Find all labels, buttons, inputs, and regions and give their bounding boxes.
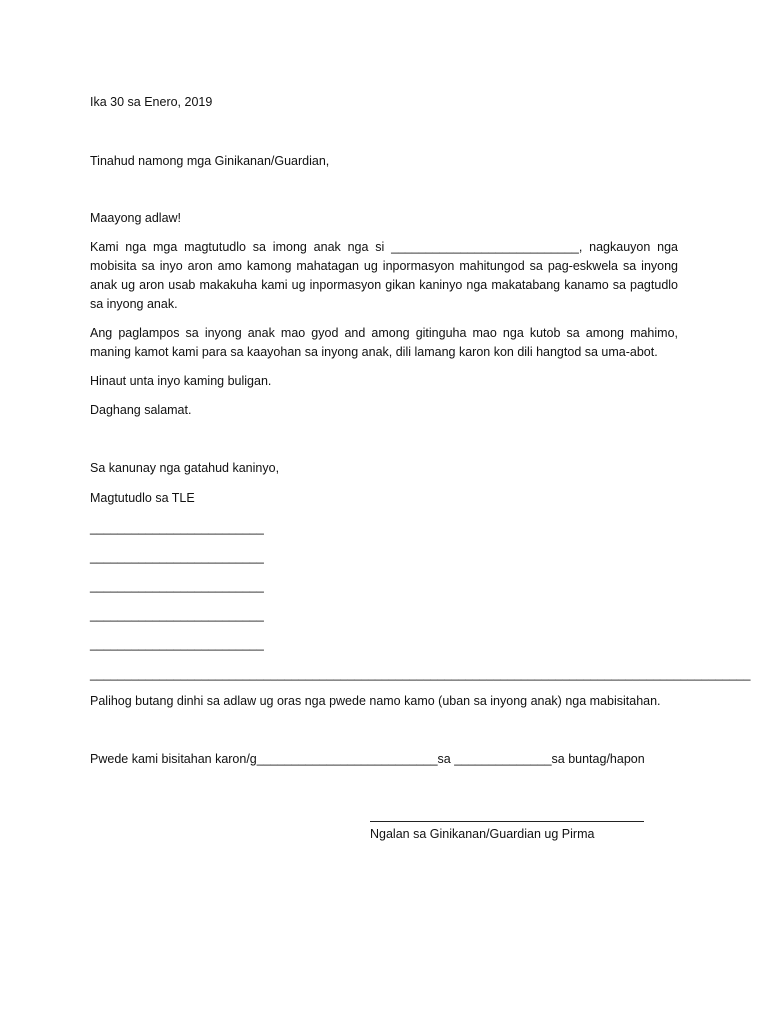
cut-divider: _______________________________________________________________________________________________ bbox=[90, 667, 751, 681]
schedule-prefix: Pwede kami bisitahan karon/g bbox=[90, 752, 257, 766]
paragraph-1 bbox=[90, 238, 678, 314]
letter-date: Ika 30 sa Enero, 2019 bbox=[90, 95, 213, 109]
student-name-blank: ___________________________ bbox=[391, 240, 579, 254]
signature-line-4: _________________________ bbox=[90, 608, 264, 622]
signature-line-5: _________________________ bbox=[90, 637, 264, 651]
paragraph-3: Hinaut unta inyo kaming buligan. bbox=[90, 374, 272, 388]
thanks-line: Daghang salamat. bbox=[90, 403, 192, 417]
parent-signature-label: Ngalan sa Ginikanan/Guardian ug Pirma bbox=[370, 827, 595, 841]
greeting: Maayong adlaw! bbox=[90, 211, 182, 225]
signature-line-2: _________________________ bbox=[90, 550, 264, 564]
parent-signature-rule bbox=[370, 821, 644, 822]
visit-date-blank: __________________________ bbox=[256, 752, 438, 766]
paragraph-1-text-start: Kami nga mga magtutudlo sa imong anak nga si bbox=[90, 240, 392, 254]
parent-signature-line bbox=[370, 821, 644, 823]
closing-line: Sa kanunay nga gatahud kaninyo, bbox=[90, 461, 280, 475]
schedule-mid: sa bbox=[437, 752, 455, 766]
instruction-text: Palihog butang dinhi sa adlaw ug oras nga pwede namo kamo (uban sa inyong anak) nga mabisitahan. bbox=[90, 694, 661, 708]
salutation: Tinahud namong mga Ginikanan/Guardian, bbox=[90, 154, 330, 168]
schedule-suffix: sa buntag/hapon bbox=[551, 752, 645, 766]
paragraph-2: Ang paglampos sa inyong anak mao gyod and among gitinguha mao nga kutob sa among mahimo, maning kamot kami para sa kaayohan sa inyong anak, dili lamang karon kon dili hangtod sa uma-abot. bbox=[90, 326, 678, 359]
signatory-title: Magtutudlo sa TLE bbox=[90, 491, 195, 505]
schedule-line bbox=[90, 750, 690, 769]
signature-line-3: _________________________ bbox=[90, 579, 264, 593]
visit-time-blank: ______________ bbox=[454, 752, 552, 766]
signature-line-1: _________________________ bbox=[90, 521, 264, 535]
paragraph-1-text-end: , nagkauyon nga mobisita sa inyo aron amo kamong mahatagan ug inpormasyon mahitungod sa pag-eskwela sa inyong anak ug aron usab makakuha kami ug inpormasyon gikan kaninyo nga makatabang kanamo sa pagtudlo sa inyong anak. bbox=[90, 240, 678, 311]
